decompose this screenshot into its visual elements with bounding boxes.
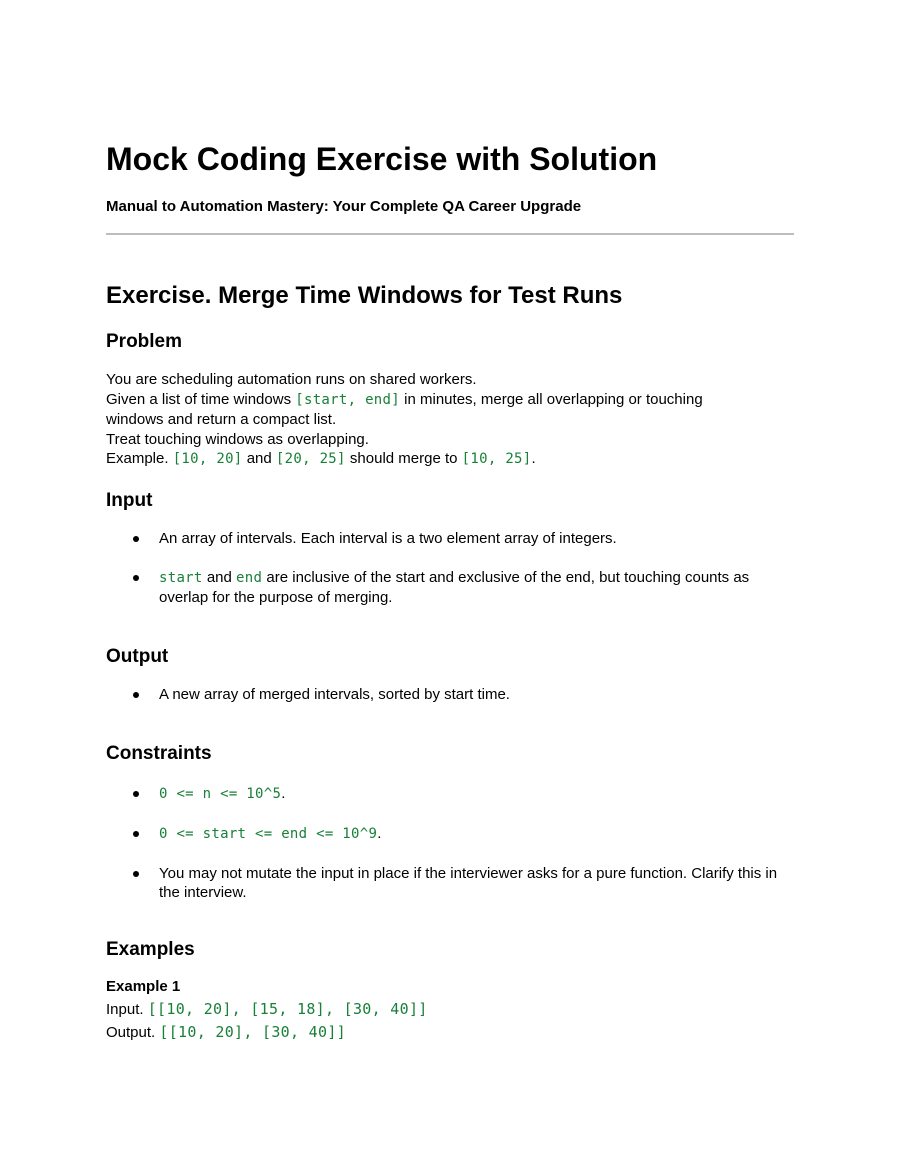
list-item xyxy=(106,568,794,607)
list-item xyxy=(106,864,794,902)
constraints-heading: Constraints xyxy=(106,743,212,764)
input-list xyxy=(106,529,794,627)
code-range-constraint: 0 <= start <= end <= 10^9 xyxy=(159,826,378,842)
code-start-end: [start, end] xyxy=(295,391,400,408)
list-item xyxy=(106,784,794,804)
problem-line-2-text-b: in minutes, merge all overlapping or touching xyxy=(400,390,703,408)
constraints-list xyxy=(106,784,794,922)
examples-heading: Examples xyxy=(106,939,195,960)
constraint-1-end: . xyxy=(281,785,286,802)
code-example-merged: [10, 25] xyxy=(461,451,532,467)
example-1-output xyxy=(106,1021,794,1044)
problem-line-3: windows and return a compact list. xyxy=(106,411,337,428)
document-title: Mock Coding Exercise with Solution xyxy=(106,141,658,177)
code-example-1-output: [[10, 20], [30, 40]] xyxy=(159,1023,346,1041)
code-example-a: [10, 20] xyxy=(172,451,243,467)
code-example-b: [20, 25] xyxy=(275,451,346,467)
exercise-heading: Exercise. Merge Time Windows for Test Runs xyxy=(106,282,623,309)
problem-line-4: Treat touching windows as overlapping. xyxy=(106,430,369,448)
output-list xyxy=(106,685,794,724)
input-heading: Input xyxy=(106,490,153,511)
document-subtitle: Manual to Automation Mastery: Your Complete QA Career Upgrade xyxy=(106,198,582,215)
list-item xyxy=(106,529,794,548)
example-1-input xyxy=(106,998,794,1021)
code-n-constraint: 0 <= n <= 10^5 xyxy=(159,786,282,802)
bullet-icon xyxy=(133,831,139,837)
constraint-3-text: You may not mutate the input in place if the interviewer asks for a pure function. Clarify this in the interview. xyxy=(159,865,778,901)
example-1-body xyxy=(106,998,794,1044)
example-1-input-label: Input. xyxy=(106,1001,148,1018)
list-item xyxy=(106,685,794,704)
example-1-title: Example 1 xyxy=(106,978,181,995)
problem-line-2-text-a: Given a list of time windows xyxy=(106,390,296,408)
title-divider xyxy=(106,233,794,235)
problem-line-5-text-d: . xyxy=(531,450,536,467)
code-example-1-input: [[10, 20], [15, 18], [30, 40]] xyxy=(147,1000,428,1018)
problem-line-5-text-a: Example. xyxy=(106,450,173,467)
code-end: end xyxy=(236,570,263,586)
output-item-1-text: A new array of merged intervals, sorted by start time. xyxy=(159,686,510,703)
input-item-2-text-a: and xyxy=(202,569,237,586)
problem-line-5-text-b: and xyxy=(242,450,276,467)
bullet-icon xyxy=(133,536,139,542)
problem-text xyxy=(106,370,794,470)
bullet-icon xyxy=(133,575,139,581)
bullet-icon xyxy=(133,791,139,797)
problem-line-5 xyxy=(106,449,794,470)
problem-heading: Problem xyxy=(106,331,183,352)
constraint-2-end: . xyxy=(377,825,382,842)
bullet-icon xyxy=(133,871,139,877)
code-start: start xyxy=(159,570,203,586)
problem-line-1: You are scheduling automation runs on shared workers. xyxy=(106,371,477,388)
example-1-output-label: Output. xyxy=(106,1024,160,1041)
problem-line-2 xyxy=(106,390,794,411)
output-heading: Output xyxy=(106,646,169,667)
bullet-icon xyxy=(133,692,139,698)
problem-line-5-text-c: should merge to xyxy=(345,450,462,467)
input-item-2-text-b: are inclusive of the start and exclusive of the end, but touching counts as overlap for the purpose of merging. xyxy=(159,569,750,606)
input-item-1-text: An array of intervals. Each interval is a two element array of integers. xyxy=(159,530,617,547)
list-item xyxy=(106,824,794,844)
